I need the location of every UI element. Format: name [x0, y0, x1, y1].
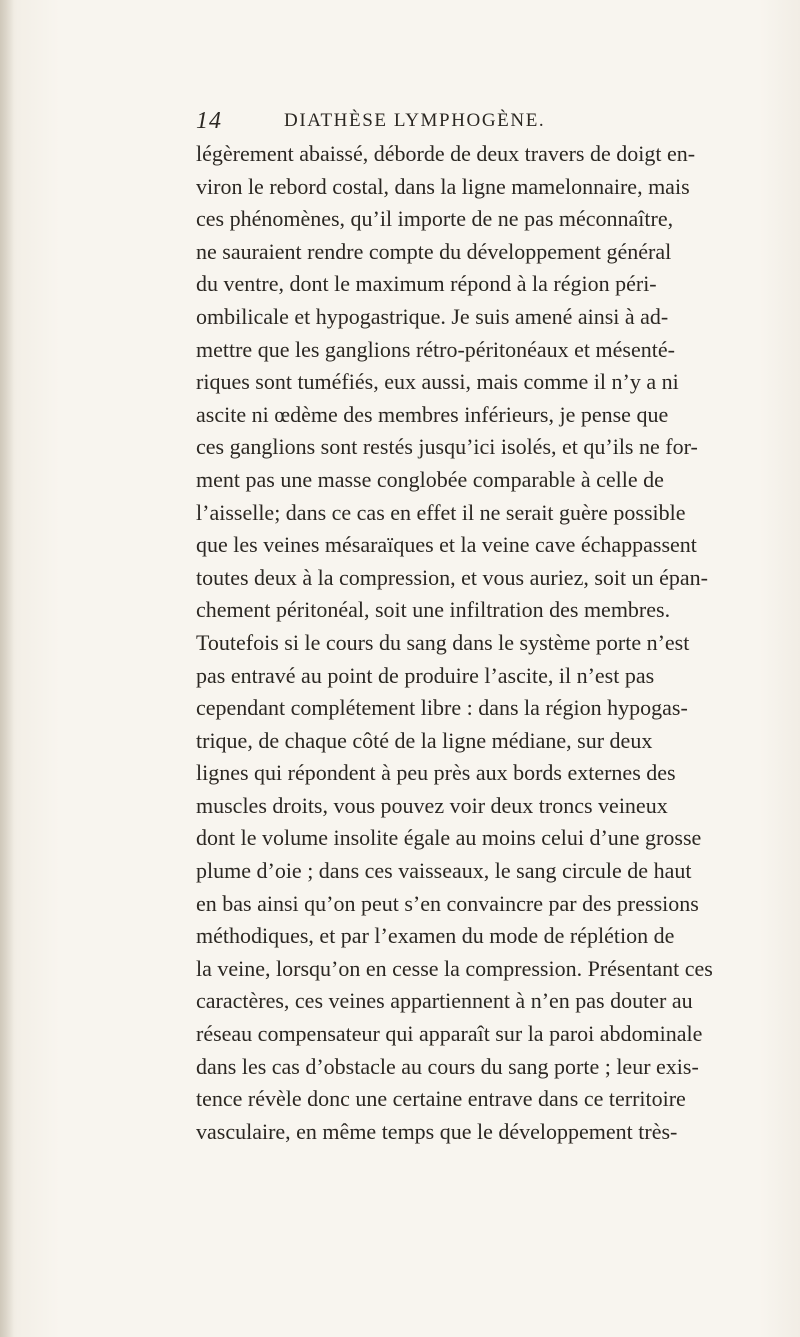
text-line: ombilicale et hypogastrique. Je suis amené ainsi à ad- [196, 303, 669, 329]
text-line: pas entravé au point de produire l’ascite, il n’est pas [196, 662, 655, 688]
text-line: ment pas une masse conglobée comparable à celle de [196, 466, 664, 492]
text-line: du ventre, dont le maximum répond à la région péri- [196, 271, 657, 297]
text-line: ne sauraient rendre compte du développement général [196, 238, 672, 264]
running-title: DIATHÈSE LYMPHOGÈNE. [284, 110, 546, 131]
text-line: que les veines mésaraïques et la veine cave échappassent [196, 532, 697, 558]
text-line: la veine, lorsqu’on en cesse la compression. Présentant ces [196, 955, 713, 981]
text-line: muscles droits, vous pouvez voir deux troncs veineux [196, 792, 668, 818]
text-line: l’aisselle; dans ce cas en effet il ne serait guère possible [196, 499, 686, 525]
text-line: méthodiques, et par l’examen du mode de réplétion de [196, 923, 675, 949]
page-edge-shadow [0, 0, 14, 1337]
text-line: vasculaire, en même temps que le développement très- [196, 1118, 678, 1144]
text-line: viron le rebord costal, dans la ligne mamelonnaire, mais [196, 173, 690, 199]
text-line: lignes qui répondent à peu près aux bords externes des [196, 760, 676, 786]
page-number: 14 [196, 108, 222, 134]
text-line: cependant complétement libre : dans la région hypogas- [196, 695, 688, 721]
text-line: ces phénomènes, qu’il importe de ne pas méconnaître, [196, 206, 674, 232]
text-line: dans les cas d’obstacle au cours du sang porte ; leur exis- [196, 1053, 699, 1079]
text-line: mettre que les ganglions rétro-péritonéaux et mésenté- [196, 336, 675, 362]
text-line: en bas ainsi qu’on peut s’en convaincre par des pressions [196, 890, 699, 916]
text-line: ces ganglions sont restés jusqu’ici isolés, et qu’ils ne for- [196, 434, 698, 460]
text-line: ascite ni œdème des membres inférieurs, je pense que [196, 401, 669, 427]
text-line: dont le volume insolite égale au moins celui d’une grosse [196, 825, 702, 851]
text-line: plume d’oie ; dans ces vaisseaux, le sang circule de haut [196, 858, 692, 884]
text-line: tence révèle donc une certaine entrave dans ce territoire [196, 1086, 686, 1112]
text-line: trique, de chaque côté de la ligne médiane, sur deux [196, 727, 653, 753]
text-line: Toutefois si le cours du sang dans le système porte n’est [196, 629, 690, 655]
text-line: légèrement abaissé, déborde de deux travers de doigt en- [196, 141, 696, 166]
running-head [196, 108, 656, 140]
text-line: chement péritonéal, soit une infiltration des membres. [196, 597, 671, 623]
text-line: riques sont tuméfiés, eux aussi, mais comme il n’y a ni [196, 369, 679, 395]
text-line: toutes deux à la compression, et vous auriez, soit un épan- [196, 564, 708, 590]
text-line: caractères, ces veines appartiennent à n’en pas douter au [196, 988, 693, 1014]
text-line: réseau compensateur qui apparaît sur la paroi abdominale [196, 1021, 703, 1047]
body-text [196, 138, 713, 1148]
